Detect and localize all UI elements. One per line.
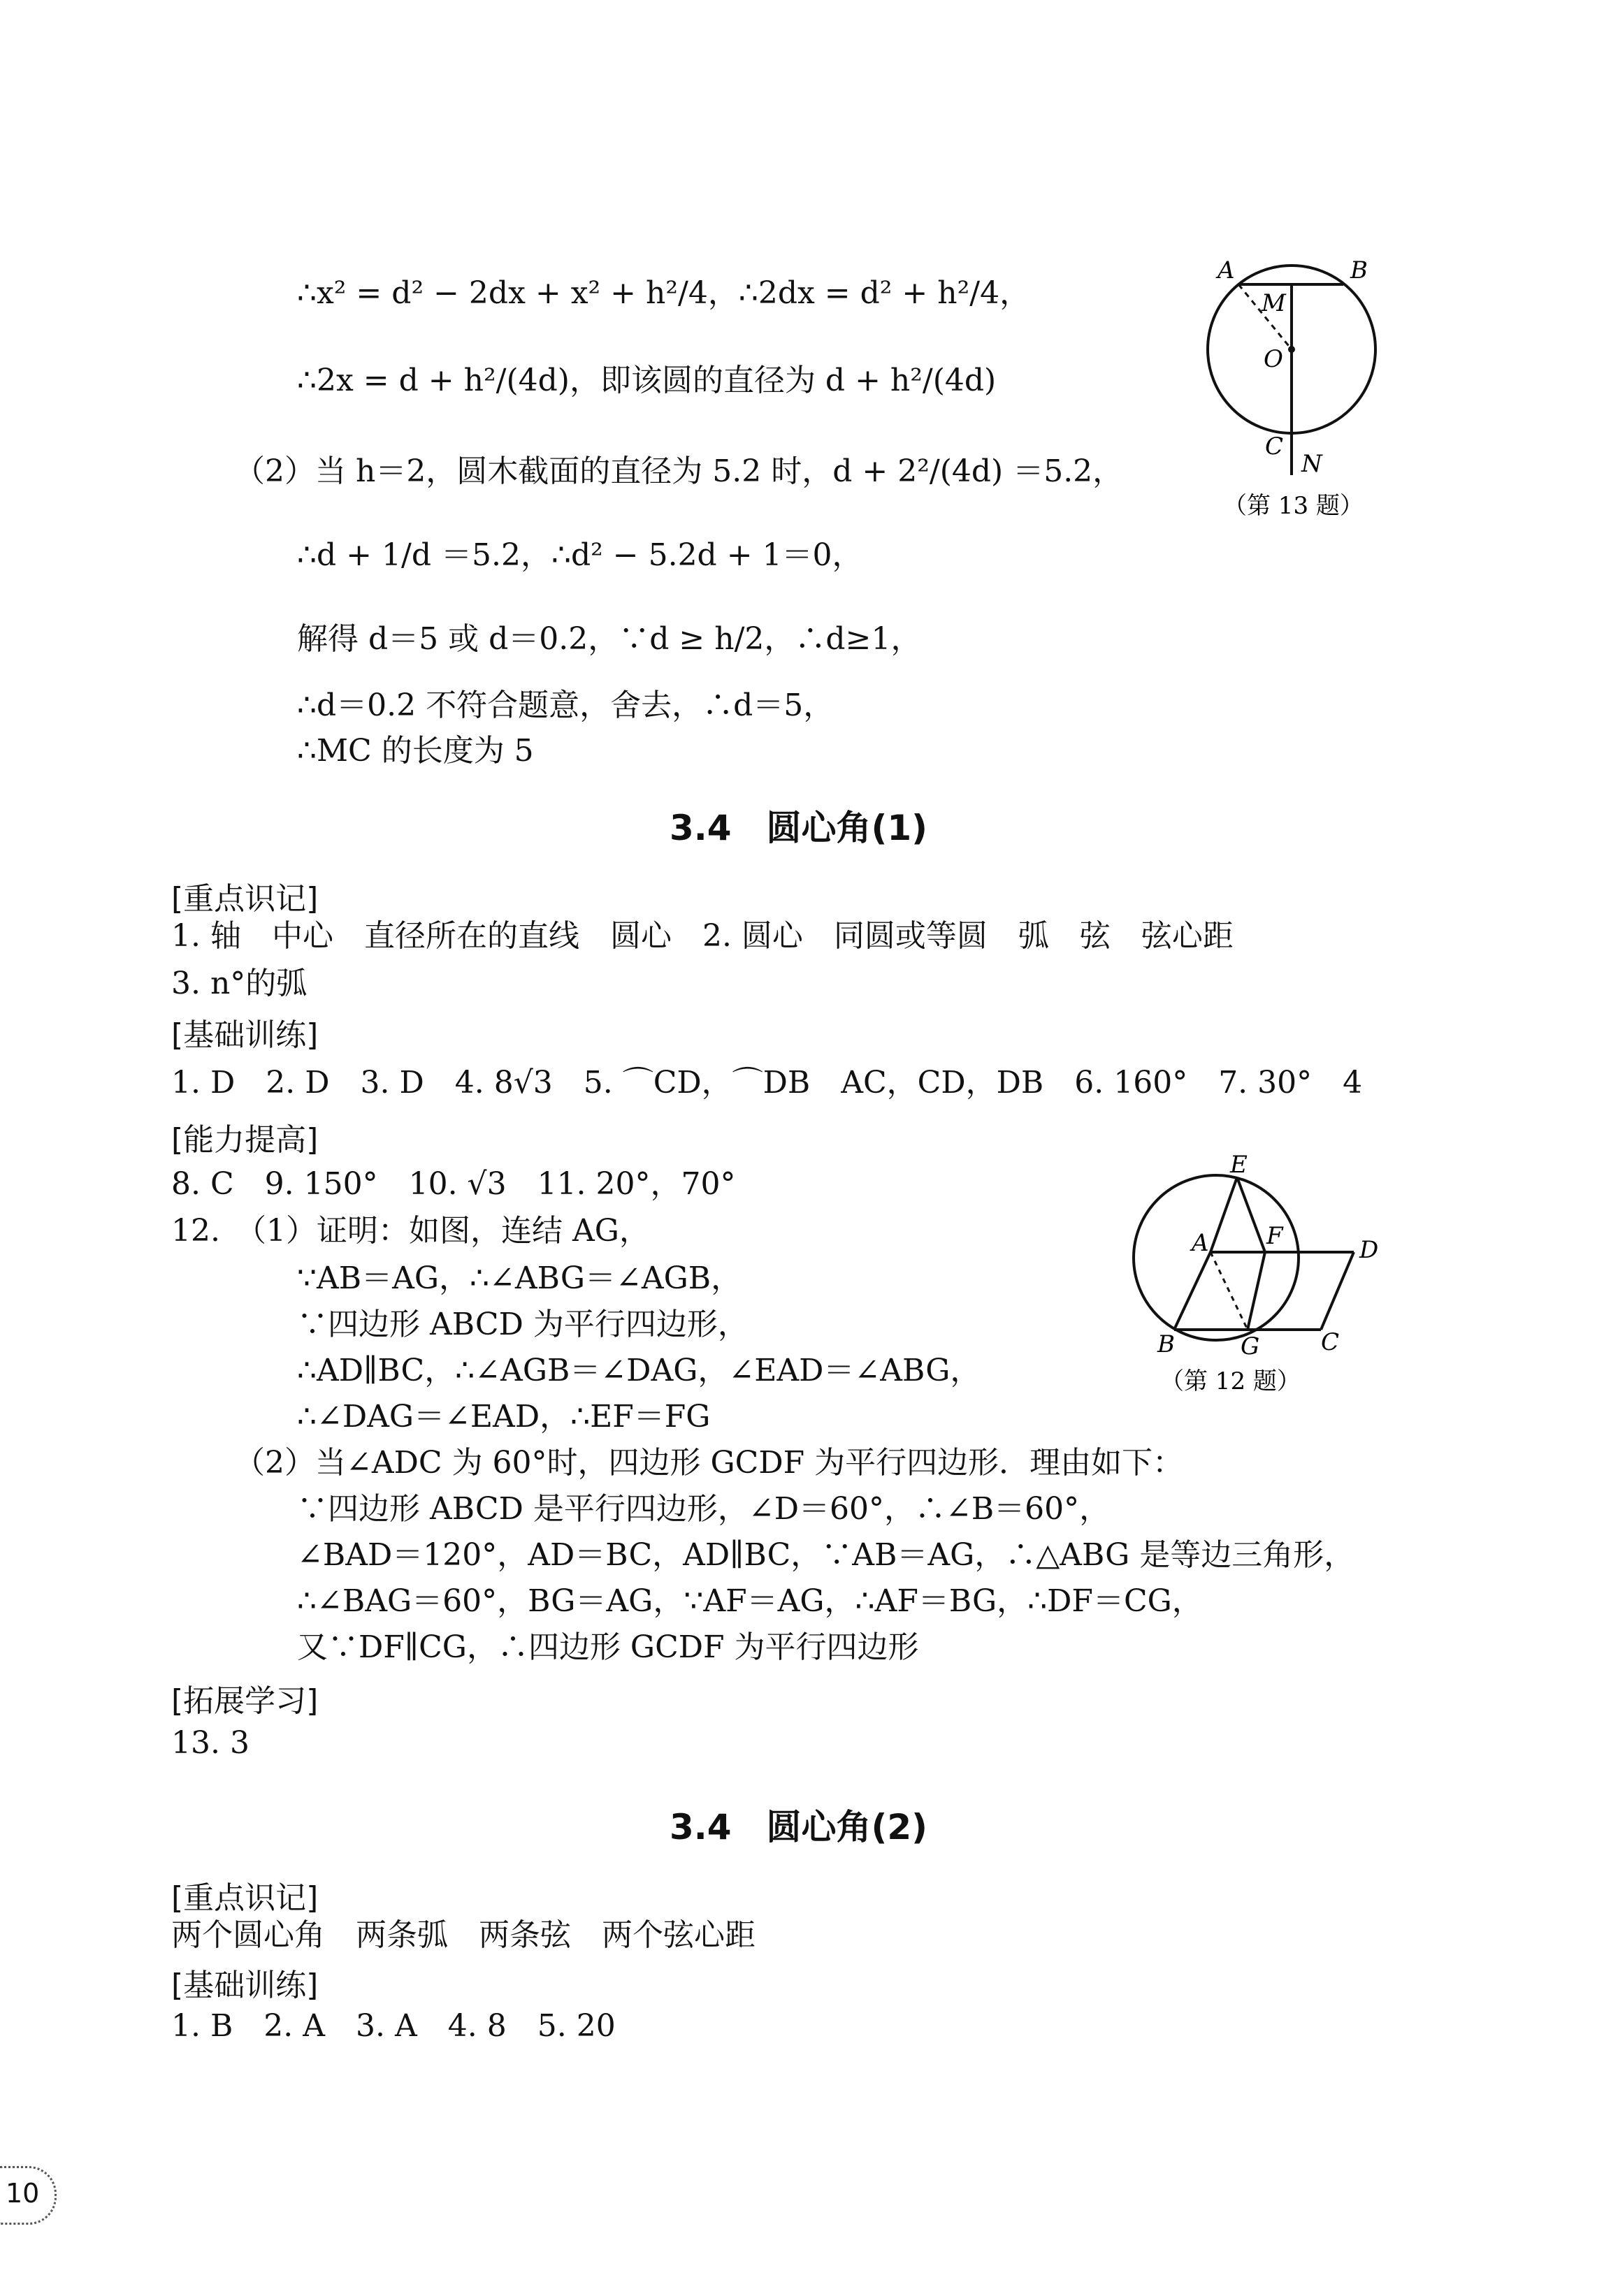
q12-line-9: ∴∠BAG＝60°，BG＝AG，∵AF＝AG，∴AF＝BG，∴DF＝CG， <box>297 1583 1203 1619</box>
q12-line-7: ∵四边形 ABCD 是平行四边形，∠D＝60°，∴∠B＝60°， <box>297 1491 1111 1527</box>
page-number-badge <box>0 2166 57 2225</box>
derivation-line-4: ∴d + 1/d ＝5.2，∴d² − 5.2d + 1＝0， <box>297 537 863 573</box>
s1-line-5: 13. 3 <box>171 1725 250 1761</box>
fig12-label-f: F <box>1266 1222 1283 1250</box>
tag-key-points-2: [重点识记] <box>171 1880 319 1916</box>
figure-13 <box>1188 245 1398 538</box>
fig12-label-d: D <box>1359 1236 1379 1264</box>
derivation-line-3: （2）当 h＝2，圆木截面的直径为 5.2 时，d + 2²/(4d) ＝5.2， <box>234 453 1124 489</box>
section-title-1: 3.4 圆心角(1) <box>669 808 928 848</box>
fig13-label-m: M <box>1262 289 1286 317</box>
fig12-label-c: C <box>1321 1328 1340 1356</box>
derivation-line-7: ∴MC 的长度为 5 <box>297 733 534 769</box>
q12-line-2: ∵AB＝AG，∴∠ABG＝∠AGB， <box>297 1260 742 1296</box>
tag-basic-training-2: [基础训练] <box>171 1968 319 2003</box>
derivation-line-6: ∴d＝0.2 不符合题意，舍去，∴d＝5， <box>297 688 834 723</box>
q12-line-6: （2）当∠ADC 为 60°时，四边形 GCDF 为平行四边形．理由如下： <box>234 1445 1184 1481</box>
tag-ability-1: [能力提高] <box>171 1122 319 1158</box>
q12-line-4: ∴AD∥BC，∴∠AGB＝∠DAG，∠EAD＝∠ABG， <box>297 1353 981 1388</box>
derivation-line-5: 解得 d＝5 或 d＝0.2，∵d ≥ h/2，∴d≥1， <box>297 621 922 657</box>
fig13-label-b: B <box>1350 256 1368 284</box>
tag-extension: [拓展学习] <box>171 1683 319 1719</box>
fig13-label-c: C <box>1265 433 1284 460</box>
fig12-label-g: G <box>1241 1332 1260 1360</box>
s2-line-2: 1. B 2. A 3. A 4. 8 5. 20 <box>171 2008 616 2044</box>
s1-line-2: 3. n°的弧 <box>171 966 308 1001</box>
q12-line-1: 12. （1）证明：如图，连结 AG， <box>171 1213 650 1249</box>
figure-12 <box>1090 1146 1412 1397</box>
fig12-label-e: E <box>1230 1151 1248 1179</box>
derivation-line-1: ∴x² = d² − 2dx + x² + h²/4，∴2dx = d² + h²/4， <box>297 275 1031 311</box>
q12-line-8: ∠BAD＝120°，AD＝BC，AD∥BC，∵AB＝AG，∴△ABG 是等边三角形， <box>297 1537 1355 1573</box>
derivation-line-2: ∴2x = d + h²/(4d)，即该圆的直径为 d + h²/(4d) <box>297 363 997 398</box>
fig13-label-o: O <box>1264 345 1283 373</box>
fig12-caption: （第 12 题） <box>1160 1367 1301 1395</box>
s1-line-1: 1. 轴 中心 直径所在的直线 圆心 2. 圆心 同圆或等圆 弧 弦 弦心距 <box>171 918 1234 954</box>
fig13-label-n: N <box>1301 450 1322 478</box>
q12-line-5: ∴∠DAG＝∠EAD，∴EF＝FG <box>297 1399 711 1434</box>
page-number: 10 <box>6 2178 40 2209</box>
fig12-label-b: B <box>1157 1330 1175 1358</box>
fig12-label-a: A <box>1192 1229 1209 1257</box>
q12-line-3: ∵四边形 ABCD 为平行四边形， <box>297 1307 749 1342</box>
section-title-2: 3.4 圆心角(2) <box>669 1807 928 1847</box>
s1-line-3: 1. D 2. D 3. D 4. 8√3 5. ⌒CD，⌒DB AC，CD，DB 6. 160° 7. 30° 4 <box>171 1065 1363 1100</box>
q12-line-10: 又∵DF∥CG，∴四边形 GCDF 为平行四边形 <box>297 1629 919 1665</box>
fig13-label-a: A <box>1217 256 1235 284</box>
tag-basic-training-1: [基础训练] <box>171 1017 319 1053</box>
s2-line-1: 两个圆心角 两条弧 两条弦 两个弦心距 <box>171 1917 756 1953</box>
tag-key-points-1: [重点识记] <box>171 881 319 917</box>
fig13-caption: （第 13 题） <box>1223 492 1364 520</box>
s1-line-4: 8. C 9. 150° 10. √3 11. 20°，70° <box>171 1166 736 1202</box>
